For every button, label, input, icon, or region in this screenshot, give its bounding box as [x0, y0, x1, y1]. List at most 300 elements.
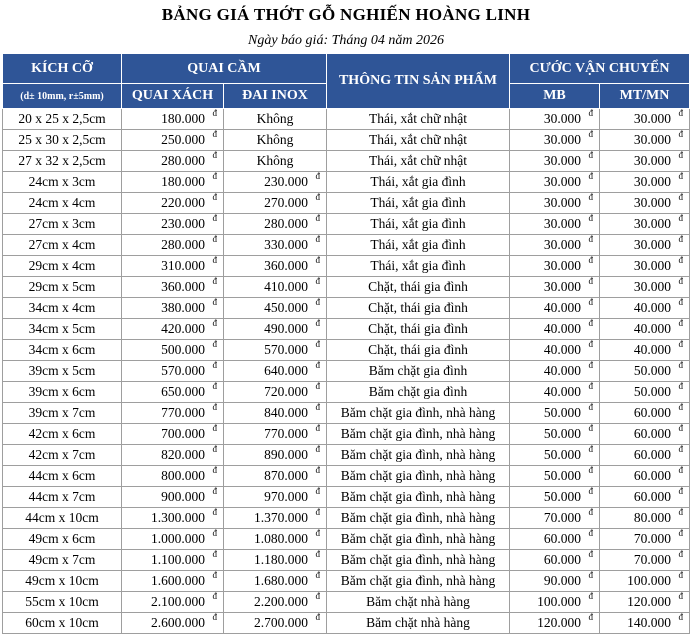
- inox-price-cell: [224, 361, 327, 382]
- price-value: 220.000: [161, 195, 205, 210]
- price-value: 40.000: [543, 300, 581, 315]
- price-value: 50.000: [543, 447, 581, 462]
- currency-symbol: đ: [212, 234, 217, 244]
- size-cell: 55cm x 10cm: [3, 592, 122, 613]
- size-cell: 34cm x 6cm: [3, 340, 122, 361]
- inox-price-cell: [224, 382, 327, 403]
- currency-symbol: đ: [212, 213, 217, 223]
- price-value: 90.000: [543, 573, 581, 588]
- price-value: 360.000: [264, 258, 308, 273]
- currency-symbol: đ: [212, 318, 217, 328]
- currency-symbol: đ: [315, 192, 320, 202]
- price-value: 890.000: [264, 447, 308, 462]
- price-value: 570.000: [264, 342, 308, 357]
- price-value: 50.000: [543, 426, 581, 441]
- currency-symbol: đ: [678, 465, 683, 475]
- price-value: 270.000: [264, 195, 308, 210]
- table-row: [3, 550, 690, 571]
- shipping-north-cell: [510, 172, 600, 193]
- currency-symbol: đ: [588, 192, 593, 202]
- product-info-cell: Thái, xắt chữ nhật: [327, 109, 510, 130]
- bag-price-cell: [122, 193, 224, 214]
- price-value: 60.000: [633, 426, 671, 441]
- price-value: 2.700.000: [254, 615, 308, 630]
- header-shipping-central-south: MT/MN: [600, 84, 690, 109]
- shipping-central-south-cell: [600, 172, 690, 193]
- shipping-north-cell: [510, 529, 600, 550]
- price-value: 1.370.000: [254, 510, 308, 525]
- currency-symbol: đ: [678, 486, 683, 496]
- bag-price-cell: [122, 172, 224, 193]
- price-value: 60.000: [633, 447, 671, 462]
- currency-symbol: đ: [678, 444, 683, 454]
- size-cell: 49cm x 10cm: [3, 571, 122, 592]
- bag-price-cell: [122, 277, 224, 298]
- currency-symbol: đ: [315, 591, 320, 601]
- currency-symbol: đ: [588, 213, 593, 223]
- shipping-north-cell: [510, 256, 600, 277]
- currency-symbol: đ: [678, 150, 683, 160]
- shipping-central-south-cell: [600, 613, 690, 634]
- price-value: 30.000: [543, 174, 581, 189]
- bag-price-cell: [122, 214, 224, 235]
- price-value: 30.000: [633, 216, 671, 231]
- price-value: 60.000: [543, 531, 581, 546]
- price-value: 40.000: [633, 342, 671, 357]
- product-info-cell: Chặt, thái gia đình: [327, 298, 510, 319]
- currency-symbol: đ: [678, 360, 683, 370]
- inox-price-cell: [224, 214, 327, 235]
- currency-symbol: đ: [678, 507, 683, 517]
- shipping-north-cell: [510, 403, 600, 424]
- price-value: 140.000: [627, 615, 671, 630]
- price-value: 50.000: [543, 468, 581, 483]
- price-value: 30.000: [543, 279, 581, 294]
- shipping-central-south-cell: [600, 529, 690, 550]
- currency-symbol: đ: [315, 234, 320, 244]
- currency-symbol: đ: [588, 297, 593, 307]
- currency-symbol: đ: [588, 339, 593, 349]
- product-info-cell: Thái, xắt gia đình: [327, 214, 510, 235]
- price-value: 30.000: [543, 111, 581, 126]
- price-value: 280.000: [264, 216, 308, 231]
- bag-price-cell: [122, 550, 224, 571]
- inox-price-cell: [224, 277, 327, 298]
- shipping-central-south-cell: [600, 424, 690, 445]
- price-value: 1.000.000: [151, 531, 205, 546]
- bag-price-cell: [122, 424, 224, 445]
- table-row: [3, 571, 690, 592]
- currency-symbol: đ: [315, 465, 320, 475]
- size-cell: 24cm x 3cm: [3, 172, 122, 193]
- shipping-central-south-cell: [600, 382, 690, 403]
- table-row: [3, 424, 690, 445]
- currency-symbol: đ: [212, 171, 217, 181]
- shipping-central-south-cell: [600, 445, 690, 466]
- size-cell: 20 x 25 x 2,5cm: [3, 109, 122, 130]
- price-value: 230.000: [264, 174, 308, 189]
- size-cell: 27 x 32 x 2,5cm: [3, 151, 122, 172]
- size-cell: 27cm x 4cm: [3, 235, 122, 256]
- inox-price-cell: [224, 340, 327, 361]
- currency-symbol: đ: [678, 192, 683, 202]
- product-info-cell: Băm chặt gia đình: [327, 361, 510, 382]
- shipping-north-cell: [510, 424, 600, 445]
- currency-symbol: đ: [678, 297, 683, 307]
- shipping-central-south-cell: [600, 361, 690, 382]
- bag-price-cell: [122, 403, 224, 424]
- shipping-central-south-cell: [600, 466, 690, 487]
- price-value: 40.000: [633, 300, 671, 315]
- currency-symbol: đ: [212, 402, 217, 412]
- price-value: 100.000: [537, 594, 581, 609]
- price-value: 30.000: [633, 195, 671, 210]
- shipping-north-cell: [510, 487, 600, 508]
- price-value: 1.180.000: [254, 552, 308, 567]
- bag-price-cell: [122, 487, 224, 508]
- shipping-north-cell: [510, 361, 600, 382]
- price-value: 870.000: [264, 468, 308, 483]
- currency-symbol: đ: [588, 255, 593, 265]
- price-value: 770.000: [161, 405, 205, 420]
- currency-symbol: đ: [588, 591, 593, 601]
- currency-symbol: đ: [212, 150, 217, 160]
- bag-price-cell: [122, 529, 224, 550]
- price-value: 330.000: [264, 237, 308, 252]
- price-value: 310.000: [161, 258, 205, 273]
- size-cell: 42cm x 6cm: [3, 424, 122, 445]
- table-row: [3, 109, 690, 130]
- price-value: 30.000: [633, 153, 671, 168]
- currency-symbol: đ: [315, 528, 320, 538]
- price-value: 40.000: [633, 321, 671, 336]
- currency-symbol: đ: [678, 213, 683, 223]
- shipping-central-south-cell: [600, 319, 690, 340]
- price-value: 120.000: [537, 615, 581, 630]
- inox-price-cell: [224, 256, 327, 277]
- shipping-central-south-cell: [600, 487, 690, 508]
- inox-price-cell: [224, 235, 327, 256]
- product-info-cell: Băm chặt gia đình, nhà hàng: [327, 529, 510, 550]
- price-value: 900.000: [161, 489, 205, 504]
- currency-symbol: đ: [588, 171, 593, 181]
- price-value: 280.000: [161, 237, 205, 252]
- product-info-cell: Băm chặt nhà hàng: [327, 613, 510, 634]
- product-info-cell: Chặt, thái gia đình: [327, 277, 510, 298]
- currency-symbol: đ: [212, 444, 217, 454]
- shipping-north-cell: [510, 592, 600, 613]
- shipping-central-south-cell: [600, 571, 690, 592]
- table-row: [3, 151, 690, 172]
- price-value: 250.000: [161, 132, 205, 147]
- price-value: 800.000: [161, 468, 205, 483]
- currency-symbol: đ: [678, 108, 683, 118]
- shipping-north-cell: [510, 193, 600, 214]
- price-value: 40.000: [543, 321, 581, 336]
- table-row: [3, 298, 690, 319]
- shipping-central-south-cell: [600, 550, 690, 571]
- price-value: 30.000: [543, 153, 581, 168]
- price-value: 450.000: [264, 300, 308, 315]
- product-info-cell: Băm chặt gia đình, nhà hàng: [327, 466, 510, 487]
- currency-symbol: đ: [588, 150, 593, 160]
- currency-symbol: đ: [315, 486, 320, 496]
- price-value: 820.000: [161, 447, 205, 462]
- price-table: [2, 53, 690, 634]
- price-value: 30.000: [543, 216, 581, 231]
- currency-symbol: đ: [315, 402, 320, 412]
- table-row: [3, 277, 690, 298]
- currency-symbol: đ: [588, 108, 593, 118]
- product-info-cell: Chặt, thái gia đình: [327, 340, 510, 361]
- header-product-info: THÔNG TIN SẢN PHẨM: [327, 54, 510, 109]
- inox-price-cell: [224, 571, 327, 592]
- currency-symbol: đ: [588, 129, 593, 139]
- header-handle-bag: QUAI XÁCH: [122, 84, 224, 109]
- currency-symbol: đ: [678, 171, 683, 181]
- size-cell: 27cm x 3cm: [3, 214, 122, 235]
- inox-price-cell: [224, 424, 327, 445]
- shipping-central-south-cell: [600, 109, 690, 130]
- currency-symbol: đ: [588, 423, 593, 433]
- size-cell: 42cm x 7cm: [3, 445, 122, 466]
- currency-symbol: đ: [678, 255, 683, 265]
- currency-symbol: đ: [315, 255, 320, 265]
- shipping-north-cell: [510, 613, 600, 634]
- shipping-north-cell: [510, 508, 600, 529]
- inox-price-cell: Không: [224, 130, 327, 151]
- size-cell: 25 x 30 x 2,5cm: [3, 130, 122, 151]
- product-info-cell: Thái, xắt gia đình: [327, 193, 510, 214]
- bag-price-cell: [122, 256, 224, 277]
- currency-symbol: đ: [678, 339, 683, 349]
- price-value: 380.000: [161, 300, 205, 315]
- size-cell: 49cm x 6cm: [3, 529, 122, 550]
- price-value: 2.600.000: [151, 615, 205, 630]
- currency-symbol: đ: [588, 360, 593, 370]
- price-value: 410.000: [264, 279, 308, 294]
- header-handle-inox: ĐAI INOX: [224, 84, 327, 109]
- currency-symbol: đ: [212, 297, 217, 307]
- currency-symbol: đ: [678, 423, 683, 433]
- price-value: 770.000: [264, 426, 308, 441]
- table-row: [3, 487, 690, 508]
- currency-symbol: đ: [588, 486, 593, 496]
- size-cell: 34cm x 4cm: [3, 298, 122, 319]
- price-value: 30.000: [633, 237, 671, 252]
- price-value: 1.080.000: [254, 531, 308, 546]
- size-cell: 39cm x 5cm: [3, 361, 122, 382]
- currency-symbol: đ: [212, 528, 217, 538]
- inox-price-cell: [224, 319, 327, 340]
- shipping-central-south-cell: [600, 277, 690, 298]
- bag-price-cell: [122, 571, 224, 592]
- size-cell: 24cm x 4cm: [3, 193, 122, 214]
- price-value: 650.000: [161, 384, 205, 399]
- price-value: 70.000: [633, 552, 671, 567]
- currency-symbol: đ: [678, 318, 683, 328]
- currency-symbol: đ: [212, 108, 217, 118]
- table-row: [3, 382, 690, 403]
- price-value: 490.000: [264, 321, 308, 336]
- currency-symbol: đ: [588, 507, 593, 517]
- currency-symbol: đ: [678, 591, 683, 601]
- currency-symbol: đ: [212, 381, 217, 391]
- shipping-north-cell: [510, 319, 600, 340]
- price-value: 500.000: [161, 342, 205, 357]
- currency-symbol: đ: [212, 591, 217, 601]
- quote-date: Ngày báo giá: Tháng 04 năm 2026: [248, 33, 444, 48]
- shipping-north-cell: [510, 151, 600, 172]
- header-size: KÍCH CỠ: [3, 54, 122, 84]
- currency-symbol: đ: [588, 381, 593, 391]
- size-cell: 60cm x 10cm: [3, 613, 122, 634]
- table-row: [3, 508, 690, 529]
- price-value: 100.000: [627, 573, 671, 588]
- currency-symbol: đ: [212, 549, 217, 559]
- inox-price-cell: [224, 487, 327, 508]
- size-cell: 39cm x 6cm: [3, 382, 122, 403]
- product-info-cell: Băm chặt gia đình, nhà hàng: [327, 424, 510, 445]
- size-cell: 44cm x 10cm: [3, 508, 122, 529]
- price-value: 2.200.000: [254, 594, 308, 609]
- table-row: [3, 193, 690, 214]
- price-table-body: [3, 109, 690, 634]
- shipping-north-cell: [510, 277, 600, 298]
- price-value: 640.000: [264, 363, 308, 378]
- shipping-north-cell: [510, 130, 600, 151]
- size-cell: 44cm x 6cm: [3, 466, 122, 487]
- bag-price-cell: [122, 130, 224, 151]
- shipping-north-cell: [510, 382, 600, 403]
- bag-price-cell: [122, 466, 224, 487]
- currency-symbol: đ: [315, 318, 320, 328]
- size-cell: 49cm x 7cm: [3, 550, 122, 571]
- shipping-central-south-cell: [600, 298, 690, 319]
- table-row: [3, 529, 690, 550]
- currency-symbol: đ: [588, 465, 593, 475]
- price-value: 30.000: [633, 279, 671, 294]
- header-shipping-north: MB: [510, 84, 600, 109]
- price-value: 30.000: [543, 195, 581, 210]
- bag-price-cell: [122, 613, 224, 634]
- currency-symbol: đ: [678, 234, 683, 244]
- price-value: 30.000: [633, 258, 671, 273]
- product-info-cell: Băm chặt gia đình, nhà hàng: [327, 445, 510, 466]
- price-value: 50.000: [543, 489, 581, 504]
- shipping-central-south-cell: [600, 193, 690, 214]
- price-value: 80.000: [633, 510, 671, 525]
- currency-symbol: đ: [315, 570, 320, 580]
- table-row: [3, 403, 690, 424]
- bag-price-cell: [122, 592, 224, 613]
- product-info-cell: Thái, xắt gia đình: [327, 235, 510, 256]
- product-info-cell: Băm chặt nhà hàng: [327, 592, 510, 613]
- price-value: 40.000: [543, 384, 581, 399]
- shipping-central-south-cell: [600, 403, 690, 424]
- inox-price-cell: Không: [224, 109, 327, 130]
- shipping-central-south-cell: [600, 130, 690, 151]
- currency-symbol: đ: [212, 255, 217, 265]
- inox-price-cell: [224, 193, 327, 214]
- currency-symbol: đ: [588, 612, 593, 622]
- currency-symbol: đ: [678, 381, 683, 391]
- price-value: 840.000: [264, 405, 308, 420]
- currency-symbol: đ: [678, 612, 683, 622]
- currency-symbol: đ: [212, 570, 217, 580]
- currency-symbol: đ: [212, 276, 217, 286]
- product-info-cell: Thái, xắt chữ nhật: [327, 130, 510, 151]
- currency-symbol: đ: [315, 276, 320, 286]
- price-value: 50.000: [633, 363, 671, 378]
- bag-price-cell: [122, 361, 224, 382]
- inox-price-cell: [224, 403, 327, 424]
- price-value: 50.000: [633, 384, 671, 399]
- price-value: 60.000: [633, 489, 671, 504]
- size-cell: 44cm x 7cm: [3, 487, 122, 508]
- table-row: [3, 235, 690, 256]
- shipping-central-south-cell: [600, 256, 690, 277]
- price-value: 1.680.000: [254, 573, 308, 588]
- price-value: 60.000: [633, 468, 671, 483]
- currency-symbol: đ: [212, 423, 217, 433]
- price-value: 70.000: [633, 531, 671, 546]
- currency-symbol: đ: [315, 360, 320, 370]
- product-info-cell: Băm chặt gia đình, nhà hàng: [327, 508, 510, 529]
- currency-symbol: đ: [678, 276, 683, 286]
- table-row: [3, 172, 690, 193]
- currency-symbol: đ: [315, 339, 320, 349]
- currency-symbol: đ: [588, 276, 593, 286]
- currency-symbol: đ: [588, 234, 593, 244]
- shipping-central-south-cell: [600, 151, 690, 172]
- currency-symbol: đ: [315, 444, 320, 454]
- price-value: 30.000: [633, 174, 671, 189]
- shipping-central-south-cell: [600, 340, 690, 361]
- price-value: 30.000: [543, 258, 581, 273]
- currency-symbol: đ: [315, 297, 320, 307]
- currency-symbol: đ: [588, 528, 593, 538]
- price-value: 1.100.000: [151, 552, 205, 567]
- price-value: 230.000: [161, 216, 205, 231]
- bag-price-cell: [122, 151, 224, 172]
- shipping-north-cell: [510, 466, 600, 487]
- inox-price-cell: [224, 592, 327, 613]
- price-value: 360.000: [161, 279, 205, 294]
- currency-symbol: đ: [588, 570, 593, 580]
- price-value: 60.000: [633, 405, 671, 420]
- price-value: 1.600.000: [151, 573, 205, 588]
- shipping-central-south-cell: [600, 235, 690, 256]
- price-value: 120.000: [627, 594, 671, 609]
- inox-price-cell: [224, 550, 327, 571]
- currency-symbol: đ: [588, 444, 593, 454]
- bag-price-cell: [122, 382, 224, 403]
- price-value: 30.000: [543, 132, 581, 147]
- currency-symbol: đ: [212, 129, 217, 139]
- header-size-note: (d± 10mm, r±5mm): [3, 84, 122, 109]
- product-info-cell: Thái, xắt gia đình: [327, 172, 510, 193]
- size-cell: 34cm x 5cm: [3, 319, 122, 340]
- price-value: 30.000: [633, 111, 671, 126]
- currency-symbol: đ: [678, 402, 683, 412]
- shipping-north-cell: [510, 445, 600, 466]
- shipping-central-south-cell: [600, 592, 690, 613]
- table-row: [3, 445, 690, 466]
- currency-symbol: đ: [315, 612, 320, 622]
- inox-price-cell: [224, 172, 327, 193]
- price-value: 180.000: [161, 174, 205, 189]
